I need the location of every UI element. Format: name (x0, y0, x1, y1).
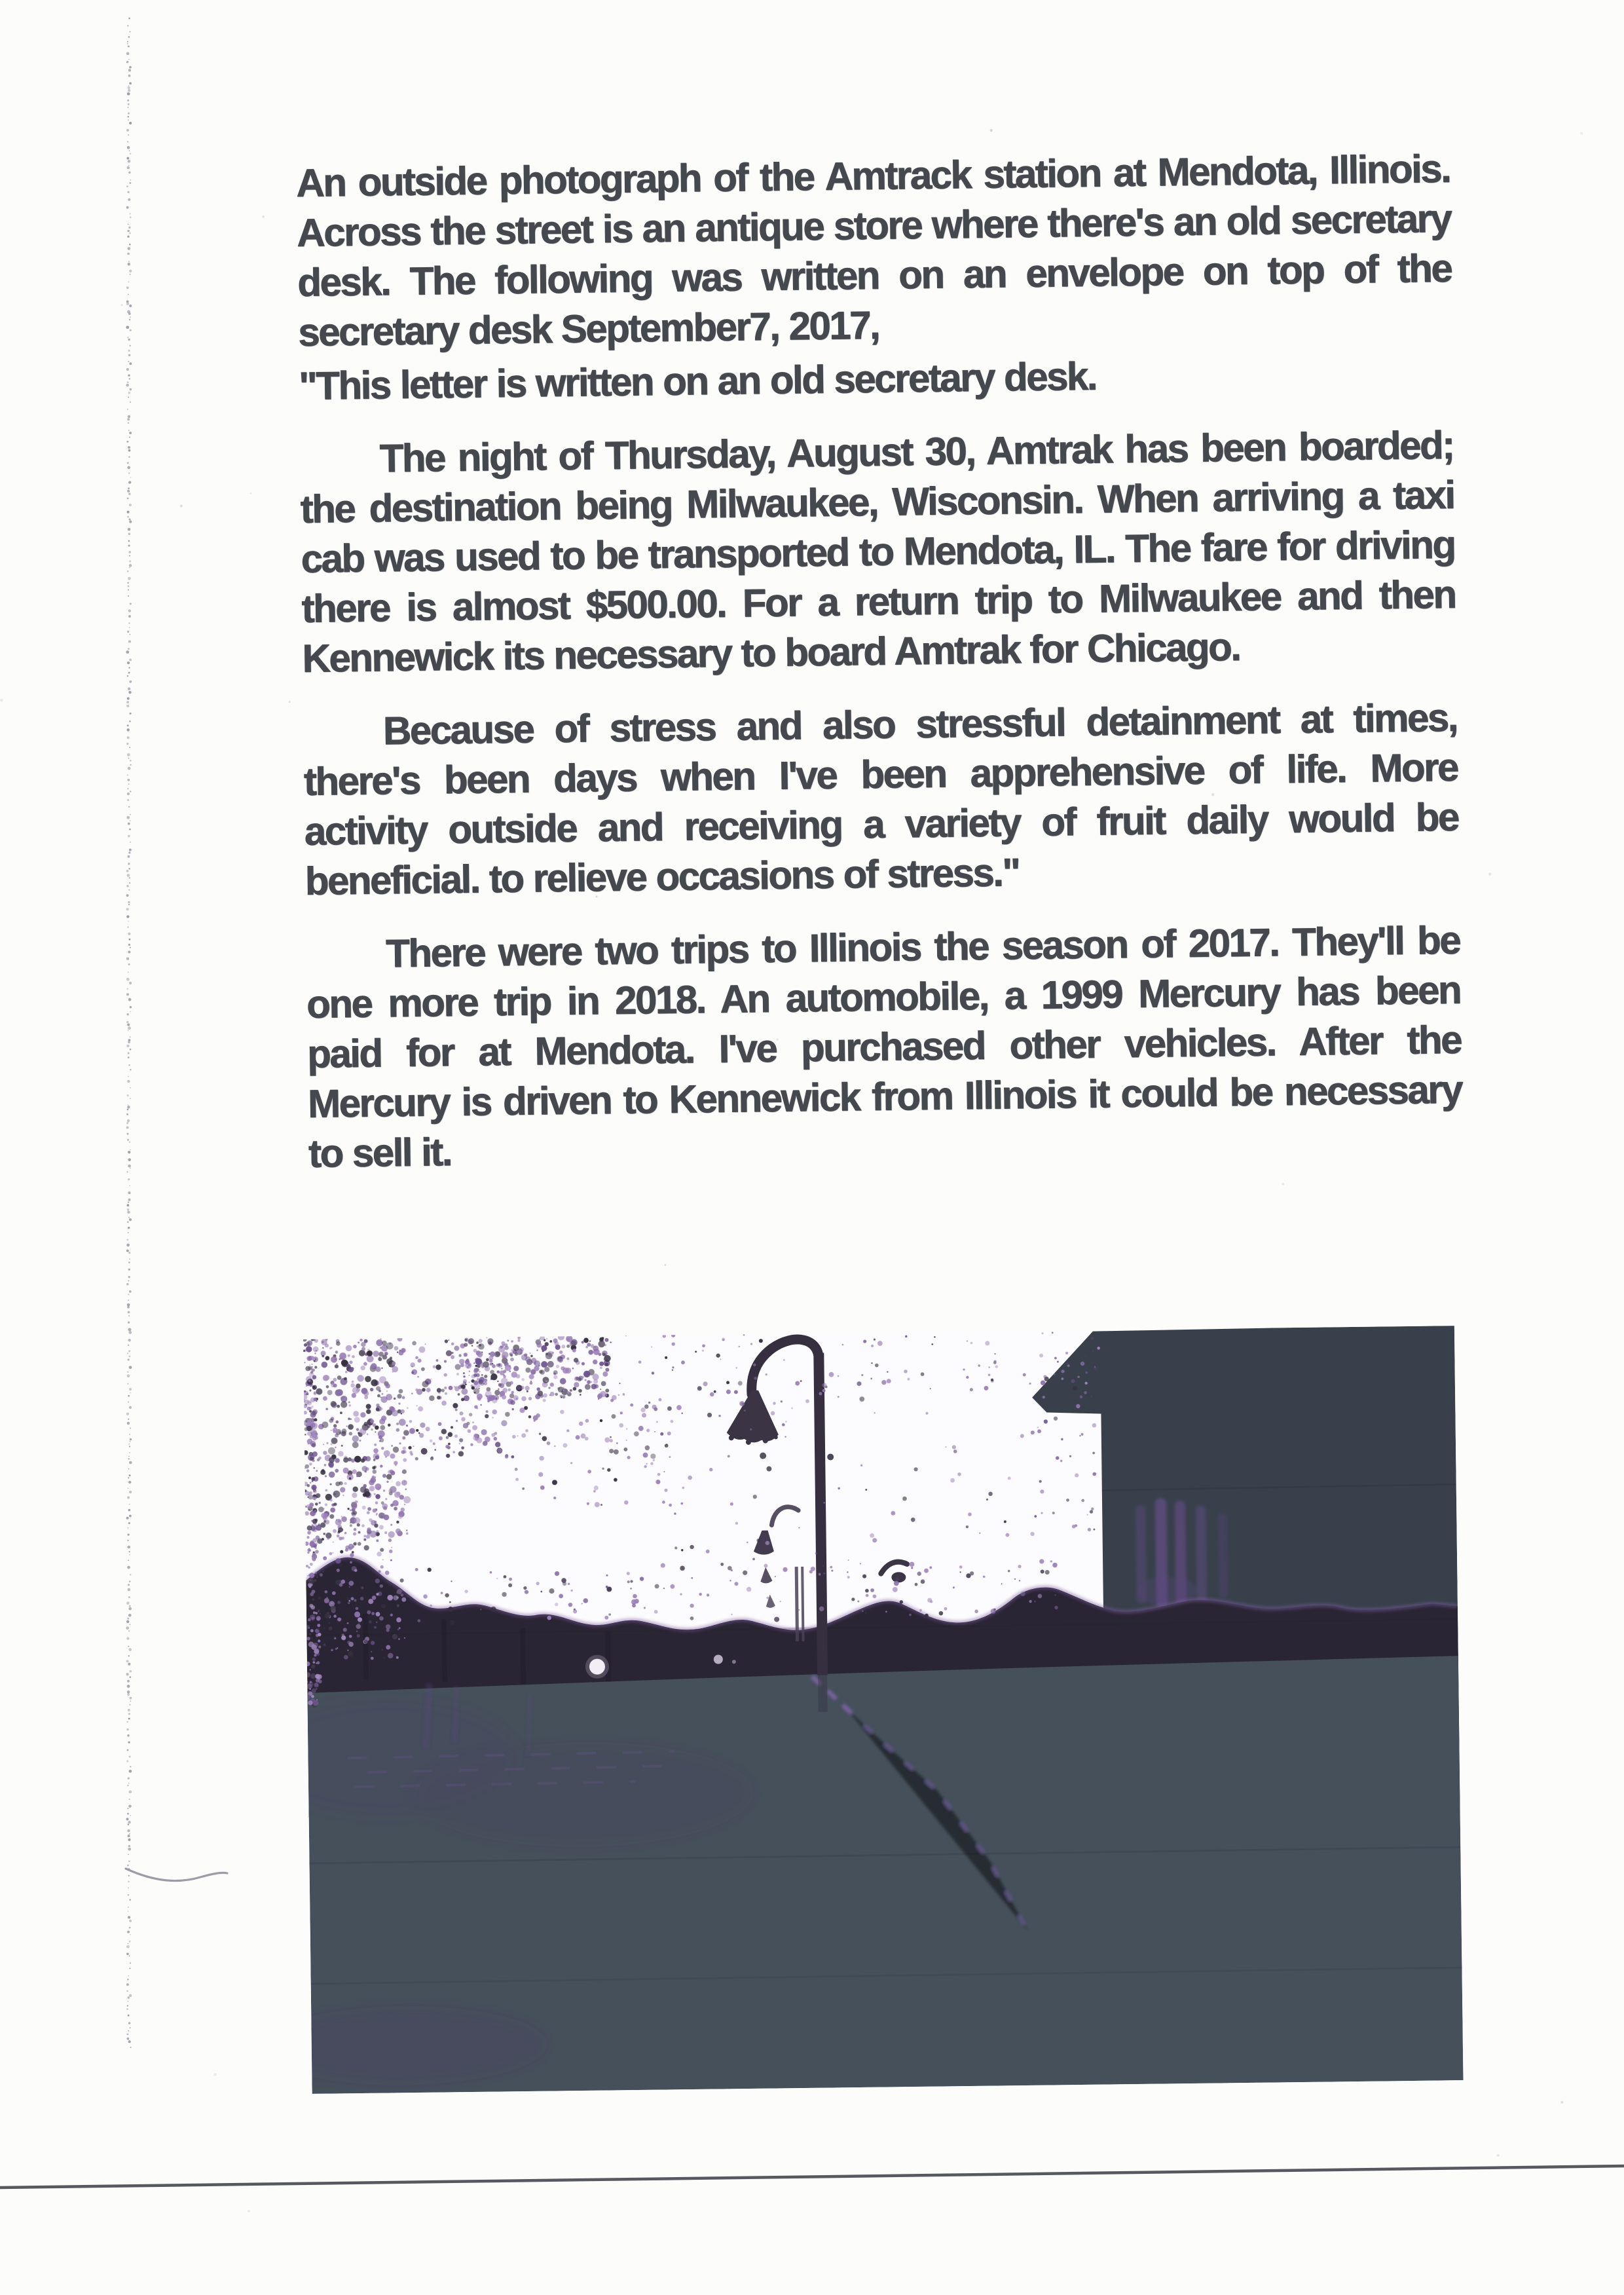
paragraph: "This letter is written on an old secretary desk. (298, 354, 1097, 408)
ground-platform (303, 1619, 1464, 2094)
station-photo (303, 1326, 1464, 2094)
letter-text (296, 144, 1462, 1179)
paragraph: The night of Thursday, August 30, Amtrak has been boarded; the destination being Milwaukee, Wisconsin. When arriving a taxi cab was used to be transported to Mendota, IL. The fare for driving there is almost $500.00. For a return trip to Milwaukee and then Kennewick its necessary to board Amtrak for Chicago. (300, 422, 1456, 681)
station-photo-graphic (303, 1326, 1464, 2094)
paragraph: Because of stress and also stressful detainment at times, there's been days when I've been apprehensive of life. More activity outside and receiving a variety of fruit daily would be beneficial. to relieve occasions of stress." (303, 695, 1459, 903)
paragraph: An outside photograph of the Amtrack station at Mendota, Illinois. Across the street is an antique store where there's an old secretary desk. The following was written on an envelope on top of the secretary desk September7, 2017, (296, 146, 1452, 354)
bottom-scan-line (0, 2166, 1624, 2188)
paragraph: There were two trips to Illinois the season of 2017. They'll be one more trip in 2018. An automobile, a 1999 Mercury has been paid for at Mendota. I've purchased other vehicles. After the Mercury is driven to Kennewick from Illinois it could be necessary to sell it. (306, 918, 1462, 1176)
pencil-mark (126, 1869, 227, 1881)
scan-edge-speckle-line (126, 18, 132, 2048)
